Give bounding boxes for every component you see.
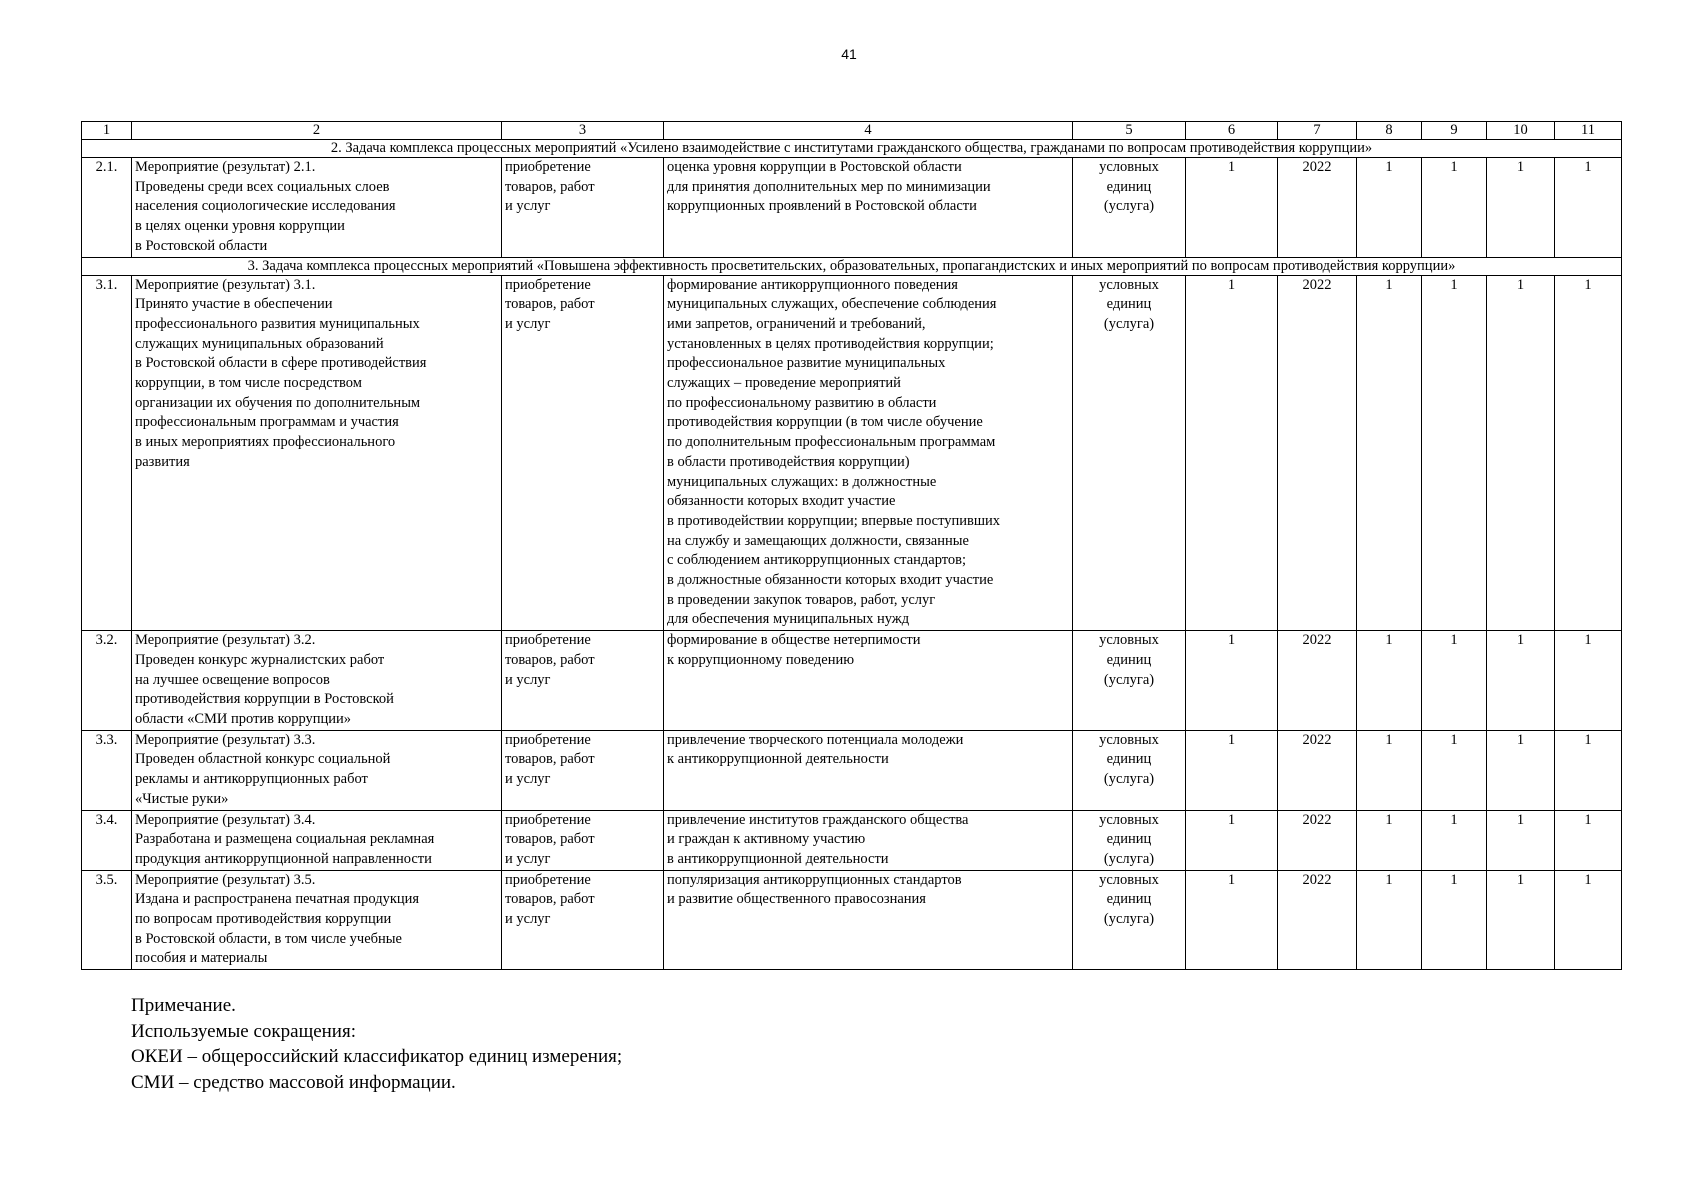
value-cell: 1: [1487, 275, 1555, 631]
value-cell: 1: [1186, 158, 1278, 258]
page-number: 41: [841, 46, 857, 62]
measure-name-cell: Мероприятие (результат) 3.4. Разработана и размещена социальная рекламная продукция антикоррупционной направленности: [132, 810, 502, 870]
value-cell: 1: [1357, 275, 1422, 631]
value-cell: 1: [1422, 158, 1487, 258]
column-number: 8: [1357, 122, 1422, 140]
measure-name-cell: Мероприятие (результат) 3.3. Проведен областной конкурс социальной рекламы и антикоррупционных работ «Чистые руки»: [132, 730, 502, 810]
year-cell: 2022: [1278, 810, 1357, 870]
table-row: [82, 870, 1622, 970]
value-cell: 1: [1357, 810, 1422, 870]
value-cell: 1: [1357, 870, 1422, 970]
section-row: [82, 257, 1622, 275]
column-number: 5: [1073, 122, 1186, 140]
measure-description-cell: формирование в обществе нетерпимости к коррупционному поведению: [664, 631, 1073, 731]
value-cell: 1: [1357, 158, 1422, 258]
unit-cell: условных единиц (услуга): [1073, 870, 1186, 970]
row-number: 3.2.: [82, 631, 132, 731]
value-cell: 1: [1487, 631, 1555, 731]
measure-name-cell: Мероприятие (результат) 3.1. Принято участие в обеспечении профессионального развития муниципальных служащих муниципальных образований в Ростовской области в сфере противодействия коррупции, в том числе посредством организации их обучения по дополнительным профессиональным программам и участия в иных мероприятиях профессионального развития: [132, 275, 502, 631]
measure-type-cell: приобретение товаров, работ и услуг: [502, 631, 664, 731]
row-number: 3.3.: [82, 730, 132, 810]
value-cell: 1: [1487, 810, 1555, 870]
value-cell: 1: [1186, 870, 1278, 970]
value-cell: 1: [1186, 275, 1278, 631]
section-title: 3. Задача комплекса процессных мероприятий «Повышена эффективность просветительских, образовательных, пропагандистских и иных мероприятий по вопросам противодействия коррупции»: [82, 257, 1622, 275]
measure-type-cell: приобретение товаров, работ и услуг: [502, 275, 664, 631]
year-cell: 2022: [1278, 870, 1357, 970]
value-cell: 1: [1487, 730, 1555, 810]
measure-type-cell: приобретение товаров, работ и услуг: [502, 158, 664, 258]
value-cell: 1: [1422, 730, 1487, 810]
year-cell: 2022: [1278, 275, 1357, 631]
column-number: 1: [82, 122, 132, 140]
unit-cell: условных единиц (услуга): [1073, 275, 1186, 631]
column-number: 4: [664, 122, 1073, 140]
note-title: Примечание.: [131, 995, 236, 1016]
column-number: 11: [1555, 122, 1622, 140]
column-number: 2: [132, 122, 502, 140]
value-cell: 1: [1422, 631, 1487, 731]
note-line: Используемые сокращения:: [131, 1020, 356, 1042]
value-cell: 1: [1555, 810, 1622, 870]
table-row: [82, 730, 1622, 810]
column-number-row: [82, 122, 1622, 140]
row-number: 2.1.: [82, 158, 132, 258]
column-number: 7: [1278, 122, 1357, 140]
measure-description-cell: привлечение институтов гражданского общества и граждан к активному участию в антикоррупционной деятельности: [664, 810, 1073, 870]
value-cell: 1: [1555, 158, 1622, 258]
unit-cell: условных единиц (услуга): [1073, 810, 1186, 870]
value-cell: 1: [1487, 158, 1555, 258]
measure-name-cell: Мероприятие (результат) 3.5. Издана и распространена печатная продукция по вопросам противодействия коррупции в Ростовской области, в том числе учебные пособия и материалы: [132, 870, 502, 970]
column-number: 6: [1186, 122, 1278, 140]
column-number: 3: [502, 122, 664, 140]
column-number: 10: [1487, 122, 1555, 140]
measure-name-cell: Мероприятие (результат) 2.1. Проведены среди всех социальных слоев населения социологические исследования в целях оценки уровня коррупции в Ростовской области: [132, 158, 502, 258]
measure-type-cell: приобретение товаров, работ и услуг: [502, 870, 664, 970]
value-cell: 1: [1422, 275, 1487, 631]
value-cell: 1: [1487, 870, 1555, 970]
column-number: 9: [1422, 122, 1487, 140]
note-line: ОКЕИ – общероссийский классификатор единиц измерения;: [131, 1046, 623, 1067]
value-cell: 1: [1555, 275, 1622, 631]
year-cell: 2022: [1278, 158, 1357, 258]
table-row: [82, 631, 1622, 731]
row-number: 3.1.: [82, 275, 132, 631]
measure-description-cell: оценка уровня коррупции в Ростовской области для принятия дополнительных мер по минимизации коррупционных проявлений в Ростовской области: [664, 158, 1073, 258]
unit-cell: условных единиц (услуга): [1073, 730, 1186, 810]
note-block: [131, 993, 622, 1095]
table-row: [82, 158, 1622, 258]
row-number: 3.5.: [82, 870, 132, 970]
value-cell: 1: [1186, 631, 1278, 731]
measure-description-cell: формирование антикоррупционного поведения муниципальных служащих, обеспечение соблюдения ими запретов, ограничений и требований, установленных в целях противодействия коррупции; профессиональное развитие муниципальных служащих – проведение мероприятий по профессиональному развитию в области противодействия коррупции (в том числе обучение по дополнительным профессиональным программам в области противодействия коррупции) муниципальных служащих: в должностные обязанности которых входит участие в противодействии коррупции; впервые поступивших на службу и замещающих должности, связанные с соблюдением антикоррупционных стандартов; в должностные обязанности которых входит участие в проведении закупок товаров, работ, услуг для обеспечения муниципальных нужд: [664, 275, 1073, 631]
value-cell: 1: [1357, 631, 1422, 731]
table-row: [82, 275, 1622, 631]
value-cell: 1: [1422, 870, 1487, 970]
note-line: СМИ – средство массовой информации.: [131, 1071, 456, 1093]
measure-type-cell: приобретение товаров, работ и услуг: [502, 810, 664, 870]
measure-description-cell: популяризация антикоррупционных стандартов и развитие общественного правосознания: [664, 870, 1073, 970]
measure-name-cell: Мероприятие (результат) 3.2. Проведен конкурс журналистских работ на лучшее освещение вопросов противодействия коррупции в Ростовской области «СМИ против коррупции»: [132, 631, 502, 731]
value-cell: 1: [1186, 730, 1278, 810]
section-title: 2. Задача комплекса процессных мероприятий «Усилено взаимодействие с институтами гражданского общества, гражданами по вопросам противодействия коррупции»: [82, 140, 1622, 158]
table-body: [82, 122, 1622, 970]
row-number: 3.4.: [82, 810, 132, 870]
value-cell: 1: [1422, 810, 1487, 870]
unit-cell: условных единиц (услуга): [1073, 158, 1186, 258]
measure-type-cell: приобретение товаров, работ и услуг: [502, 730, 664, 810]
measure-description-cell: привлечение творческого потенциала молодежи к антикоррупционной деятельности: [664, 730, 1073, 810]
value-cell: 1: [1186, 810, 1278, 870]
measures-table: [81, 121, 1622, 970]
unit-cell: условных единиц (услуга): [1073, 631, 1186, 731]
year-cell: 2022: [1278, 631, 1357, 731]
value-cell: 1: [1555, 631, 1622, 731]
year-cell: 2022: [1278, 730, 1357, 810]
value-cell: 1: [1555, 870, 1622, 970]
value-cell: 1: [1555, 730, 1622, 810]
section-row: [82, 140, 1622, 158]
table-row: [82, 810, 1622, 870]
value-cell: 1: [1357, 730, 1422, 810]
